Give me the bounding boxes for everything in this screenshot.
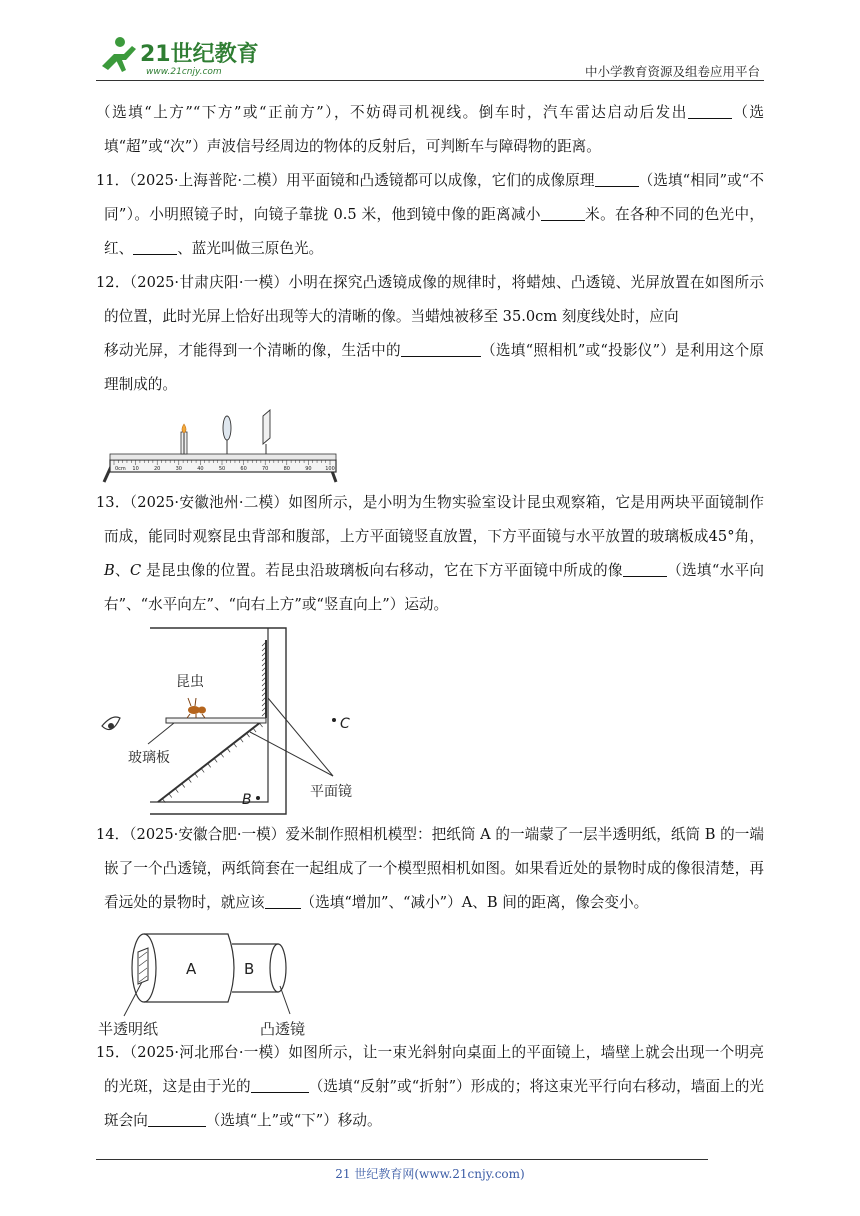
question-content — [96, 96, 764, 1138]
insect-icon — [187, 698, 206, 718]
image-point-c: C — [340, 716, 350, 732]
answer-blank — [595, 170, 639, 187]
plane-mirror-label: 平面镜 — [310, 784, 352, 800]
ruler-tick-label: 80 — [283, 466, 290, 472]
logo-text: 21世纪教育 — [140, 42, 259, 67]
answer-blank — [688, 102, 732, 119]
logo-url: www.21cnjy.com — [146, 67, 222, 77]
q15-text-2: （选填“反射”或“折射”）形成的；将这束光平行向右移动，墙面上的光斑会向 — [104, 1078, 764, 1129]
answer-blank — [148, 1110, 206, 1127]
q13-text-3: （选填“水平向右”、“水平向左”、“向右上方”或“竖直向上”）运动。 — [104, 562, 764, 613]
q11-text-2: （选填“相同”或“不同”）。小明照镜子时，向镜子靠拢 0.5 米，他到镜中像的距离减小 — [104, 172, 764, 223]
q15-text-3: （选填“上”或“下”）移动。 — [205, 1112, 382, 1129]
logo — [96, 34, 266, 78]
answer-blank — [251, 1076, 309, 1093]
ruler-tick-label: 60 — [240, 466, 247, 472]
question-13 — [96, 486, 764, 622]
q11-text-4: 、蓝光叫做三原色光。 — [177, 240, 324, 257]
q12-text-2: 移动光屏，才能得到一个清晰的像，生活中的 — [104, 342, 401, 359]
ruler-tick-label: 100 — [325, 466, 335, 472]
ruler-tick-label: 70 — [262, 466, 269, 472]
answer-blank — [265, 892, 301, 909]
ruler-unit-label: 0cm — [115, 466, 126, 472]
ruler-tick-label: 40 — [197, 466, 204, 472]
image-point-b: B — [242, 792, 252, 808]
answer-blank — [623, 560, 667, 577]
convex-lens-label: 凸透镜 — [260, 1020, 306, 1036]
q13-text-2: 是昆虫像的位置。若昆虫沿玻璃板向右移动，它在下方平面镜中所成的像 — [141, 562, 623, 579]
q13-sep: 、 — [114, 562, 130, 579]
ruler-tick-label: 20 — [154, 466, 161, 472]
answer-blank — [679, 307, 763, 323]
q15-text-1: 15．（2025·河北邢台·一模）如图所示，让一束光斜射向桌面上的平面镜上，墙壁上就会出现一个明亮的光斑，这是由于光的 — [96, 1044, 764, 1095]
q13-label-b: B — [104, 562, 115, 579]
translucent-paper-label: 半透明纸 — [98, 1020, 159, 1036]
camera-model-figure — [98, 920, 764, 1036]
footer-divider — [96, 1159, 708, 1160]
insect-box-diagram — [98, 626, 368, 822]
q13-label-c: C — [129, 562, 142, 579]
ruler-tick-label: 50 — [218, 466, 226, 472]
insect-box-figure — [104, 622, 764, 818]
tube-b-label: B — [244, 960, 255, 978]
question-12 — [96, 266, 764, 402]
ruler-tick-label: 90 — [305, 466, 312, 472]
tube-a-label: A — [186, 960, 197, 978]
optical-bench-figure — [104, 402, 764, 486]
glass-plate-label: 玻璃板 — [128, 750, 170, 766]
question-14 — [96, 818, 764, 920]
q11-text-3: 米。在各种不同的色光中，红、 — [104, 206, 764, 257]
eye-icon — [102, 717, 120, 730]
optical-bench-diagram — [100, 402, 350, 486]
q11-text-1: 11．（2025·上海普陀·二模）用平面镜和凸透镜都可以成像，它们的成像原理 — [96, 172, 595, 189]
page-footer: 21 世纪教育网(www.21cnjy.com) — [335, 1167, 525, 1181]
platform-name: 中小学教育资源及组卷应用平台 — [584, 64, 760, 79]
answer-blank — [401, 340, 481, 357]
runner-icon — [102, 37, 136, 72]
light-screen — [263, 410, 270, 454]
q10-continuation — [96, 96, 764, 164]
answer-blank — [541, 204, 585, 221]
convex-lens — [223, 416, 231, 454]
header-divider — [96, 80, 764, 81]
q10-text-2: （选填“超”或“次”）声波信号经周边的物体的反射后，可判断车与障碍物的距离。 — [104, 104, 764, 155]
question-11 — [96, 164, 764, 266]
q12-text-1: 12．（2025·甘肃庆阳·一模）小明在探究凸透镜成像的规律时，将蜡烛、凸透镜、光屏放置在如图所示的位置，此时光屏上恰好出现等大的清晰的像。当蜡烛被移至 35.0cm 刻度线处时，应向 — [96, 274, 764, 325]
q14-text-1: 14．（2025·安徽合肥·一模）爱米制作照相机模型：把纸筒 A 的一端蒙了一层半透明纸，纸筒 B 的一端嵌了一个凸透镜，两纸筒套在一起组成了一个模型照相机如图。如果看近处的景物时成的像很清楚，再看远处的景物时，就应该 — [96, 826, 764, 911]
answer-blank — [133, 238, 177, 255]
question-15 — [96, 1036, 764, 1138]
ruler-tick-label: 30 — [175, 466, 182, 472]
camera-model-diagram — [94, 924, 354, 1036]
q14-text-2: （选填“增加”、“减小”）A、B 间的距离，像会变小。 — [300, 894, 649, 911]
q13-text-1: 13．（2025·安徽池州·二模）如图所示，是小明为生物实验室设计昆虫观察箱，它是用两块平面镜制作而成，能同时观察昆虫背部和腹部，上方平面镜竖直放置，下方平面镜与水平放置的玻璃板成45°角， — [96, 494, 764, 545]
insect-label: 昆虫 — [176, 674, 204, 690]
q10-text-1: （选填“上方”“下方”或“正前方”），不妨碍司机视线。倒车时，汽车雷达启动后发出 — [96, 104, 688, 121]
page-header — [96, 34, 764, 80]
q12-text-3: （选填“照相机”或“投影仪”）是利用这个原理制成的。 — [104, 342, 764, 393]
candle — [181, 424, 187, 454]
ruler-tick-label: 10 — [132, 466, 139, 472]
